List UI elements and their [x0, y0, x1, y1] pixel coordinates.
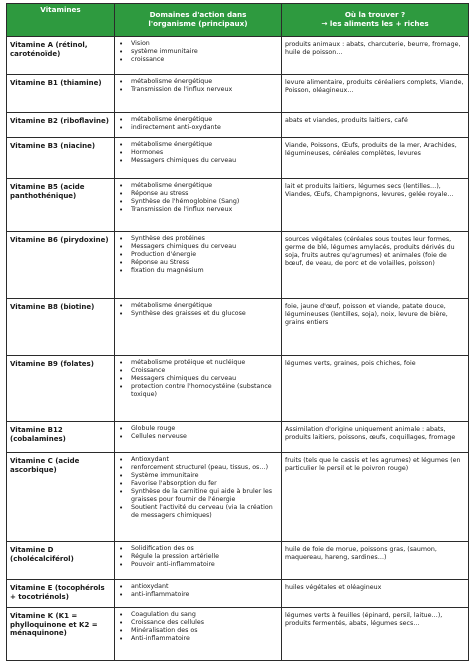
header-vitamines	[7, 4, 115, 37]
vitamin-food-sources: légumes verts, graines, pois chiches, foie	[282, 356, 469, 422]
roles-list	[117, 424, 278, 441]
role-item: • Réponse au stress	[117, 190, 278, 198]
vitamin-food-sources: levure alimentaire, produits céréaliers complets, Viande, Poisson, oléagineux…	[282, 74, 469, 112]
vitamin-food-sources: Assimilation d'origine uniquement animale : abats, produits laitiers, poissons, œufs, coquillages, fromage	[282, 421, 469, 452]
vitamin-roles	[115, 607, 282, 660]
role-item: • système immunitaire	[117, 48, 278, 56]
table-row	[7, 356, 469, 422]
role-item: • Hormones	[117, 149, 278, 157]
vitamin-roles	[115, 231, 282, 298]
roles-list	[117, 115, 278, 132]
role-item: • fixation du magnésium	[117, 267, 278, 275]
role-item: • Régule la pression artérielle	[117, 553, 278, 561]
role-item: • Solidification des os	[117, 545, 278, 553]
role-item: • Messagers chimiques du cerveau	[117, 243, 278, 251]
role-item: • Cellules nerveuse	[117, 433, 278, 441]
role-item: • Production d'énergie	[117, 251, 278, 259]
vitamin-roles	[115, 356, 282, 422]
vitamin-name: Vitamine B1 (thiamine)	[7, 74, 115, 112]
role-item: • Messagers chimiques du cerveau	[117, 157, 278, 165]
table-row	[7, 178, 469, 231]
roles-list	[117, 234, 278, 275]
header-trouver-line1: Où la trouver ?	[344, 10, 406, 20]
vitamin-name: Vitamine B2 (riboflavine)	[7, 112, 115, 137]
role-item: • Coagulation du sang	[117, 611, 278, 619]
role-item: • Synthèse des protéines	[117, 235, 278, 243]
roles-list	[117, 39, 278, 64]
role-item: • Pouvoir anti-inflammatoire	[117, 561, 278, 569]
role-item: • Soutient l'activité du cerveau (via la création de messagers chimiques)	[117, 504, 278, 520]
table-row	[7, 231, 469, 298]
vitamin-food-sources: lait et produits laitiers, légumes secs (lentilles…), Viandes, Œufs, Champignons, levures, gelée royale…	[282, 178, 469, 231]
role-item: • Réponse au Stress	[117, 259, 278, 267]
vitamin-food-sources: produits animaux : abats, charcuterie, beurre, fromage, huile de poisson…	[282, 37, 469, 75]
role-item: • métabolisme énergétique	[117, 182, 278, 190]
vitamin-name: Vitamine E (tocophérols + tocotriénols)	[7, 579, 115, 607]
vitamin-food-sources: abats et viandes, produits laitiers, café	[282, 112, 469, 137]
vitamin-food-sources: huile de foie de morue, poissons gras, (saumon, maquereau, hareng, sardines…)	[282, 541, 469, 579]
role-item: • Antioxydant	[117, 456, 278, 464]
role-item: • Messagers chimiques du cerveau	[117, 375, 278, 383]
role-item: • Globule rouge	[117, 425, 278, 433]
vitamin-roles	[115, 37, 282, 75]
roles-list	[117, 610, 278, 643]
vitamin-food-sources: Viande, Poissons, Œufs, produits de la mer, Arachides, légumineuses, céréales complètes, levures	[282, 137, 469, 178]
role-item: • Croissance des cellules	[117, 619, 278, 627]
role-item: • Anti-inflammatoire	[117, 635, 278, 643]
header-domaines-line2: l'organisme (principaux)	[148, 19, 248, 28]
roles-list	[117, 181, 278, 214]
role-item: • Synthèse de l'hémoglobine (Sang)	[117, 198, 278, 206]
table-row	[7, 421, 469, 452]
roles-list	[117, 544, 278, 569]
table-row	[7, 541, 469, 579]
role-item: • Transmission de l'influx nerveux	[117, 206, 278, 214]
vitamin-roles	[115, 298, 282, 355]
role-item: • antioxydant	[117, 583, 278, 591]
table-row	[7, 37, 469, 75]
vitamin-food-sources: fruits (tels que le cassis et les agrumes) et légumes (en particulier le persil et le poivron rouge)	[282, 452, 469, 541]
role-item: • Synthèse des graisses et du glucose	[117, 310, 278, 318]
table-row	[7, 607, 469, 660]
role-item: • indirectement anti-oxydante	[117, 124, 278, 132]
role-item: • Vision	[117, 40, 278, 48]
vitamin-roles	[115, 112, 282, 137]
role-item: • anti-inflammatoire	[117, 591, 278, 599]
header-row	[7, 4, 469, 37]
vitamin-name: Vitamine A (rétinol, caroténoïde)	[7, 37, 115, 75]
roles-list	[117, 140, 278, 165]
role-item: • métabolisme énergétique	[117, 141, 278, 149]
vitamin-name: Vitamine B6 (pirydoxine)	[7, 231, 115, 298]
vitamin-name: Vitamine B5 (acide panthothénique)	[7, 178, 115, 231]
vitamin-roles	[115, 421, 282, 452]
vitamin-name: Vitamine B3 (niacine)	[7, 137, 115, 178]
roles-list	[117, 77, 278, 94]
vitamin-roles	[115, 178, 282, 231]
vitamin-name: Vitamine K (K1 = phylloquinone et K2 = ménaquinone)	[7, 607, 115, 660]
roles-list	[117, 358, 278, 399]
role-item: • Synthèse de la carnitine qui aide à bruler les graisses pour fournir de l'énergie	[117, 488, 278, 504]
roles-list	[117, 301, 278, 318]
table-row	[7, 112, 469, 137]
role-item: • Système immunitaire	[117, 472, 278, 480]
vitamin-table	[6, 3, 469, 661]
role-item: • métabolisme énergétique	[117, 78, 278, 86]
header-ou-trouver	[282, 4, 469, 37]
vitamin-table-sheet	[6, 3, 468, 661]
roles-list	[117, 455, 278, 520]
table-row	[7, 137, 469, 178]
roles-list	[117, 582, 278, 599]
table-body	[7, 37, 469, 661]
table-row	[7, 74, 469, 112]
header-trouver-line2: → les aliments les + riches	[321, 19, 429, 28]
table-row	[7, 579, 469, 607]
role-item: • Transmission de l'influx nerveux	[117, 86, 278, 94]
role-item: • métabolisme énergétique	[117, 302, 278, 310]
vitamin-roles	[115, 74, 282, 112]
header-domaines-line1: Domaines d'action dans	[149, 10, 247, 20]
role-item: • Minéralisation des os	[117, 627, 278, 635]
role-item: • Favorise l'absorption du fer	[117, 480, 278, 488]
role-item: • métabolisme protéique et nucléique	[117, 359, 278, 367]
vitamin-food-sources: huiles végétales et oléagineux	[282, 579, 469, 607]
vitamin-food-sources: légumes verts à feuilles (épinard, persil, laitue…), produits fermentés, abats, légumes secs…	[282, 607, 469, 660]
role-item: • croissance	[117, 56, 278, 64]
vitamin-roles	[115, 579, 282, 607]
vitamin-food-sources: sources végétales (céréales sous toutes leur formes, germe de blé, légumes amylacés, produits dérivés du soja, fruits autres qu'agrumes) et animales (foie de bœuf, de veau, de porc et de volailles, poisson)	[282, 231, 469, 298]
vitamin-name: Vitamine C (acide ascorbique)	[7, 452, 115, 541]
vitamin-name: Vitamine B8 (biotine)	[7, 298, 115, 355]
role-item: • Croissance	[117, 367, 278, 375]
table-row	[7, 298, 469, 355]
table-row	[7, 452, 469, 541]
vitamin-roles	[115, 452, 282, 541]
vitamin-name: Vitamine B9 (folates)	[7, 356, 115, 422]
header-vitamines-label: Vitamines	[40, 5, 81, 14]
header-domaines	[115, 4, 282, 37]
role-item: • renforcement structurel (peau, tissus, os…)	[117, 464, 278, 472]
vitamin-roles	[115, 541, 282, 579]
vitamin-roles	[115, 137, 282, 178]
vitamin-food-sources: foie, jaune d'œuf, poisson et viande, patate douce, légumineuses (lentilles, soja), noix, levure de bière, grains entiers	[282, 298, 469, 355]
role-item: • métabolisme énergétique	[117, 116, 278, 124]
role-item: • protection contre l'homocystéine (substance toxique)	[117, 383, 278, 399]
vitamin-name: Vitamine D (cholécalciférol)	[7, 541, 115, 579]
vitamin-name: Vitamine B12 (cobalamines)	[7, 421, 115, 452]
